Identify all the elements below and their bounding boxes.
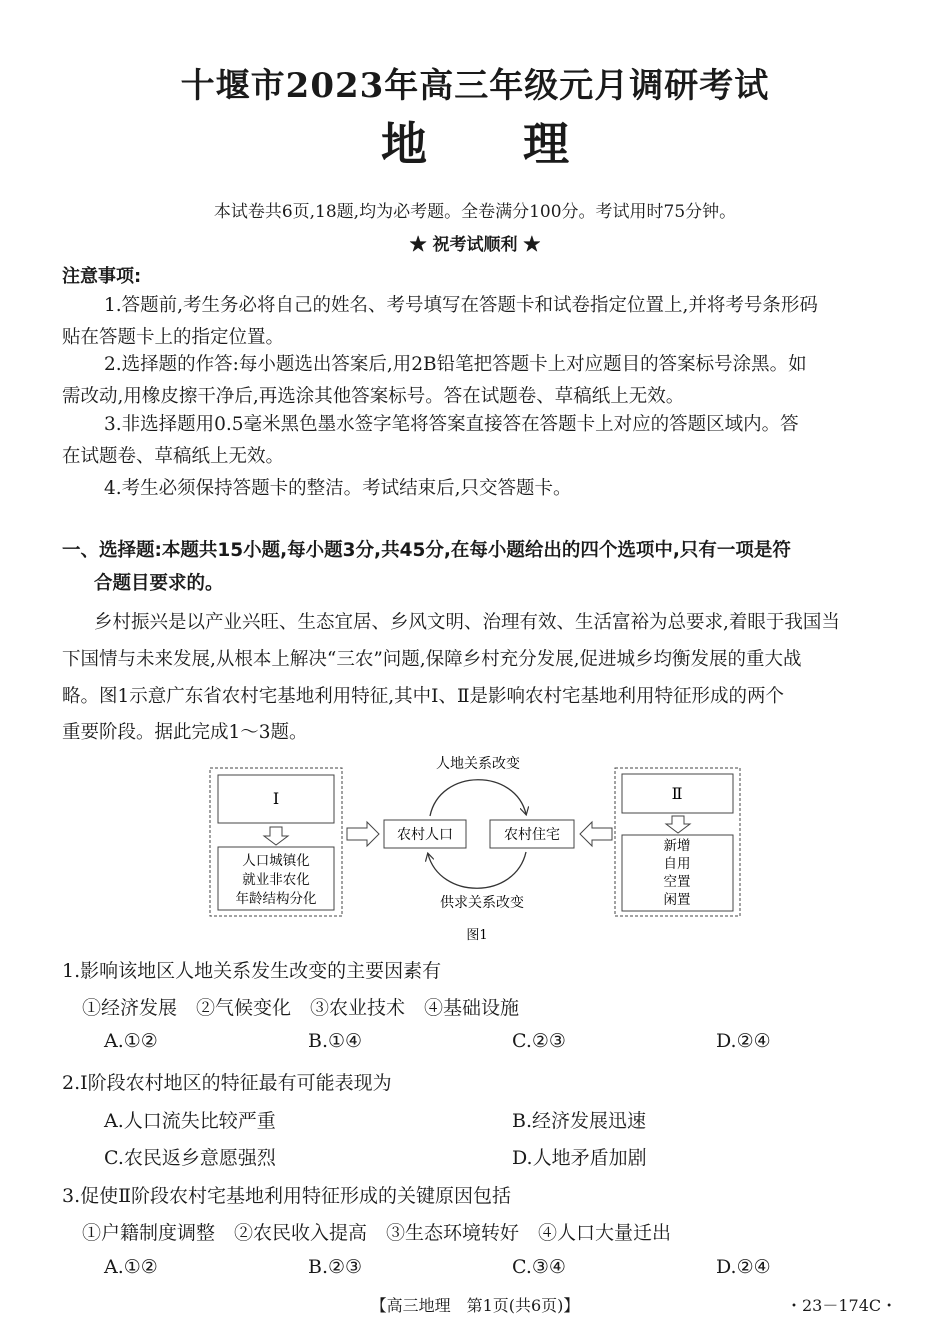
subject-char-1: 地 bbox=[381, 117, 427, 171]
notice-item-4: 4.考生必须保持答题卡的整洁。考试结束后,只交答题卡。 bbox=[104, 478, 572, 499]
notice-item-2-line-2: 需改动,用橡皮擦干净后,再选涂其他答案标号。答在试题卷、草稿纸上无效。 bbox=[62, 386, 685, 407]
top-cycle-label: 人地关系改变 bbox=[436, 756, 520, 772]
question-3-option-d[interactable]: D.②④ bbox=[716, 1256, 771, 1278]
right-arrow-icon bbox=[347, 822, 379, 846]
notice-item-1-line-1: 1.答题前,考生务必将自己的姓名、考号填写在答题卡和试卷指定位置上,并将考号条形码 bbox=[104, 295, 818, 316]
bottom-cycle-label: 供求关系改变 bbox=[440, 895, 524, 911]
question-3-stem: 3.促使Ⅱ阶段农村宅基地利用特征形成的关键原因包括 bbox=[62, 1185, 512, 1207]
stage-1-label: Ⅰ bbox=[272, 789, 280, 808]
question-3-option-b[interactable]: B.②③ bbox=[308, 1256, 363, 1278]
notice-item-2-line-1: 2.选择题的作答:每小题选出答案后,用2B铅笔把答题卡上对应题目的答案标号涂黑。如 bbox=[104, 354, 807, 375]
question-2-option-d[interactable]: D.人地矛盾加剧 bbox=[512, 1147, 647, 1169]
question-1-statements: ①经济发展 ②气候变化 ③农业技术 ④基础设施 bbox=[82, 997, 520, 1019]
stage-2-label: Ⅱ bbox=[671, 784, 683, 803]
footer-page-info: 【高三地理 第1页(共6页)】 bbox=[370, 1296, 580, 1315]
notice-item-3-line-1: 3.非选择题用0.5毫米黑色墨水签字笔将答案直接答在答题卡上对应的答题区域内。答 bbox=[104, 414, 799, 435]
stage-2-list-item: 闲置 bbox=[663, 892, 691, 908]
blessing-line: ★ 祝考试顺利 ★ bbox=[409, 235, 541, 255]
figure-caption: 图1 bbox=[466, 928, 488, 943]
stage-2-list-item: 自用 bbox=[663, 856, 691, 872]
down-arrow-icon bbox=[264, 827, 288, 845]
question-3-option-a[interactable]: A.①② bbox=[104, 1256, 158, 1278]
question-3-option-c[interactable]: C.③④ bbox=[512, 1256, 566, 1278]
question-2-option-a[interactable]: A.人口流失比较严重 bbox=[104, 1110, 276, 1132]
question-1-option-b[interactable]: B.①④ bbox=[308, 1030, 363, 1052]
question-1-stem: 1.影响该地区人地关系发生改变的主要因素有 bbox=[62, 960, 442, 982]
subject-title bbox=[0, 108, 950, 174]
left-arrow-icon bbox=[580, 822, 612, 846]
passage-line-3: 略。图1示意广东省农村宅基地利用特征,其中Ⅰ、Ⅱ是影响农村宅基地利用特征形成的两个 bbox=[62, 686, 785, 707]
stage-1-list-item: 人口城镇化 bbox=[242, 853, 310, 869]
subject-char-2: 理 bbox=[523, 117, 569, 171]
question-2-option-b[interactable]: B.经济发展迅速 bbox=[512, 1110, 647, 1132]
question-2-stem: 2.Ⅰ阶段农村地区的特征最有可能表现为 bbox=[62, 1072, 392, 1094]
figure-1-diagram bbox=[200, 750, 750, 950]
question-1-option-d[interactable]: D.②④ bbox=[716, 1030, 771, 1052]
down-arrow-icon bbox=[666, 816, 690, 833]
question-1-option-c[interactable]: C.②③ bbox=[512, 1030, 566, 1052]
section-heading-line-1: 一、选择题:本题共15小题,每小题3分,共45分,在每小题给出的四个选项中,只有一项是符 bbox=[62, 540, 791, 561]
stage-2-list-item: 空置 bbox=[663, 874, 691, 890]
stage-1-list-item: 就业非农化 bbox=[242, 872, 310, 888]
stage-2-list-item: 新增 bbox=[663, 838, 691, 854]
footer-code: ・23－174C・ bbox=[786, 1296, 898, 1315]
rural-population-label: 农村人口 bbox=[397, 827, 453, 843]
top-cycle-arrow bbox=[430, 780, 526, 816]
question-2-option-c[interactable]: C.农民返乡意愿强烈 bbox=[104, 1147, 276, 1169]
question-1-option-a[interactable]: A.①② bbox=[104, 1030, 158, 1052]
passage-line-1: 乡村振兴是以产业兴旺、生态宜居、乡风文明、治理有效、生活富裕为总要求,着眼于我国当 bbox=[94, 612, 840, 633]
stage-1-list-item: 年龄结构分化 bbox=[235, 891, 317, 907]
rural-housing-label: 农村住宅 bbox=[504, 827, 560, 843]
exam-intro: 本试卷共6页,18题,均为必考题。全卷满分100分。考试用时75分钟。 bbox=[213, 202, 737, 222]
section-heading-line-2: 合题目要求的。 bbox=[94, 573, 224, 594]
passage-line-2: 下国情与未来发展,从根本上解决“三农”问题,保障乡村充分发展,促进城乡均衡发展的重大战 bbox=[62, 649, 802, 670]
bottom-cycle-arrow bbox=[428, 852, 526, 888]
notice-title: 注意事项: bbox=[62, 266, 142, 287]
notice-item-1-line-2: 贴在答题卡上的指定位置。 bbox=[62, 327, 285, 348]
notice-item-3-line-2: 在试题卷、草稿纸上无效。 bbox=[62, 446, 285, 467]
passage-line-4: 重要阶段。据此完成1～3题。 bbox=[62, 722, 308, 743]
exam-title: 十堰市2023年高三年级元月调研考试 bbox=[180, 66, 770, 106]
question-3-statements: ①户籍制度调整 ②农民收入提高 ③生态环境转好 ④人口大量迁出 bbox=[82, 1222, 672, 1244]
